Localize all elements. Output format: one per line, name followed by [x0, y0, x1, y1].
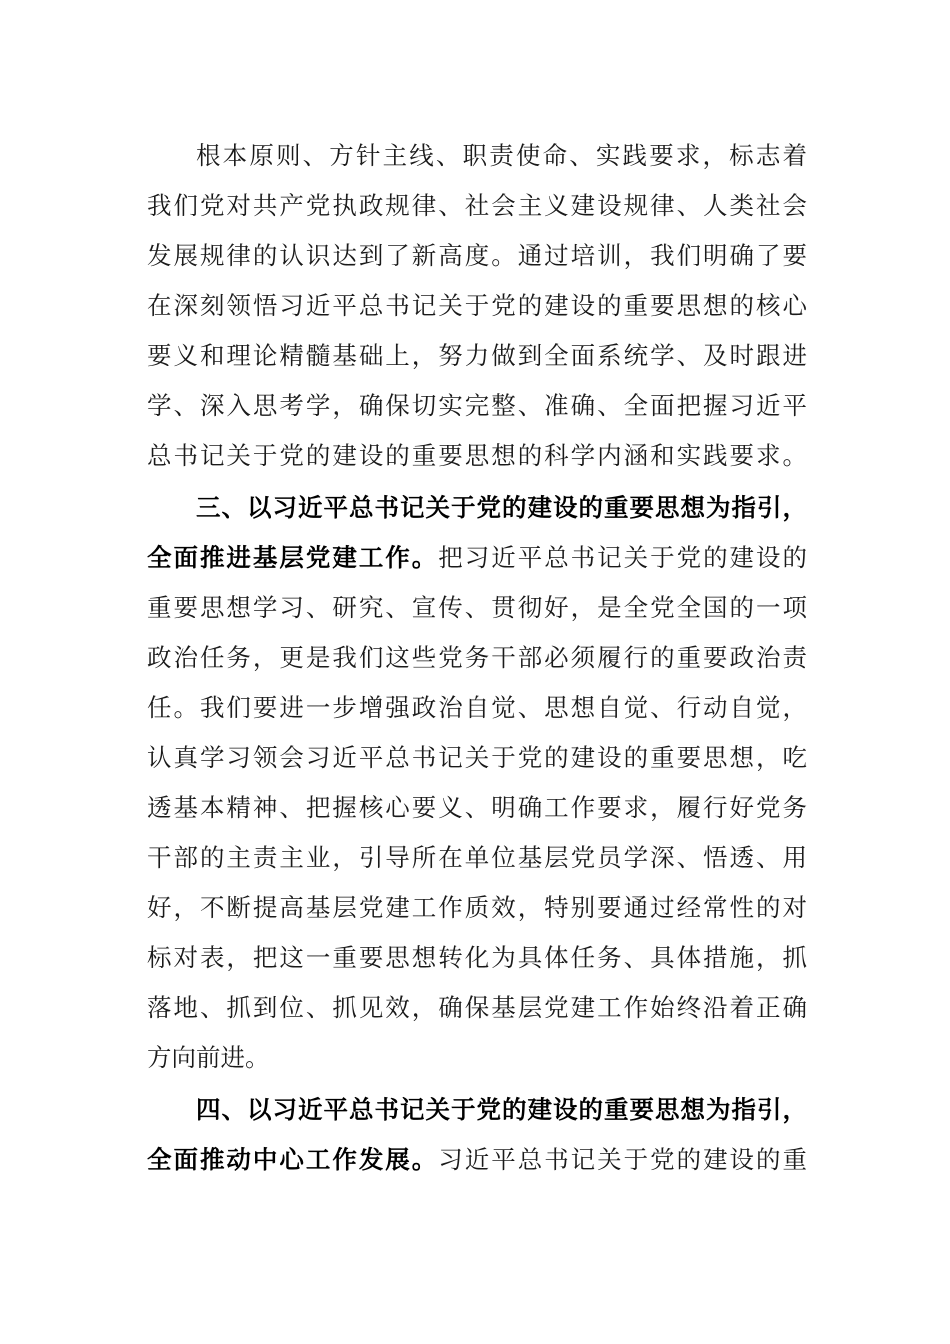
paragraph-line: 任。我们要进一步增强政治自觉、思想自觉、行动自觉， — [147, 693, 807, 722]
paragraph-line: 总书记关于党的建设的重要思想的科学内涵和实践要求。 — [147, 441, 807, 470]
section-4-heading: 四、以习近平总书记关于党的建设的重要思想为指引， — [196, 1095, 807, 1124]
section-3-heading: 三、以习近平总书记关于党的建设的重要思想为指引， — [196, 493, 807, 522]
section-4-text: 习近平总书记关于党的建设的重 — [438, 1145, 808, 1174]
paragraph-line: 根本原则、方针主线、职责使命、实践要求，标志着 — [196, 141, 807, 170]
paragraph-line: 透基本精神、把握核心要义、明确工作要求，履行好党务 — [147, 793, 807, 822]
section-3-heading-continued: 全面推进基层党建工作。 — [147, 543, 439, 572]
paragraph-line: 方向前进。 — [147, 1043, 270, 1072]
paragraph-line: 标对表，把这一重要思想转化为具体任务、具体措施，抓 — [147, 943, 807, 972]
paragraph-line: 干部的主责主业，引导所在单位基层党员学深、悟透、用 — [147, 843, 807, 872]
paragraph-line: 落地、抓到位、抓见效，确保基层党建工作始终沿着正确 — [147, 993, 807, 1022]
paragraph-line: 认真学习领会习近平总书记关于党的建设的重要思想，吃 — [147, 743, 807, 772]
paragraph-line: 我们党对共产党执政规律、社会主义建设规律、人类社会 — [147, 191, 807, 220]
paragraph-line: 在深刻领悟习近平总书记关于党的建设的重要思想的核心 — [147, 291, 807, 320]
section-4-line — [147, 1140, 807, 1180]
paragraph-line: 好，不断提高基层党建工作质效，特别要通过经常性的对 — [147, 893, 807, 922]
paragraph-line: 发展规律的认识达到了新高度。通过培训，我们明确了要 — [147, 241, 807, 270]
section-3-line — [147, 538, 807, 578]
section-4-heading-continued: 全面推动中心工作发展。 — [147, 1145, 439, 1174]
paragraph-line: 学、深入思考学，确保切实完整、准确、全面把握习近平 — [147, 391, 807, 420]
section-3-text: 把习近平总书记关于党的建设的 — [438, 543, 808, 572]
paragraph-line: 重要思想学习、研究、宣传、贯彻好，是全党全国的一项 — [147, 593, 807, 622]
paragraph-line: 要义和理论精髓基础上，努力做到全面系统学、及时跟进 — [147, 341, 807, 370]
paragraph-line: 政治任务，更是我们这些党务干部必须履行的重要政治责 — [147, 643, 807, 672]
